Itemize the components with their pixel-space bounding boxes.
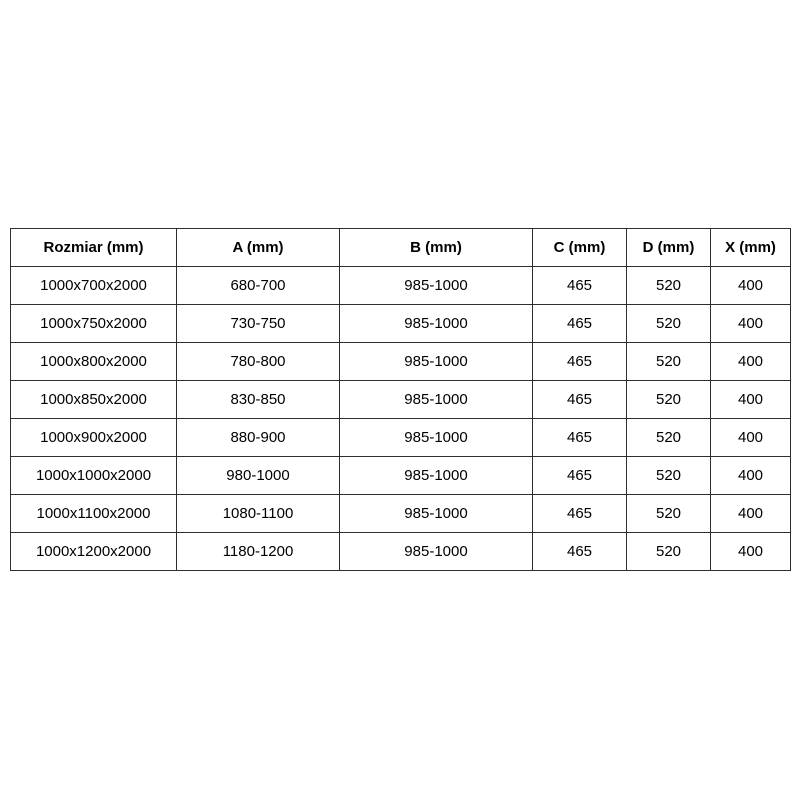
table-cell-c: 465 — [533, 533, 627, 571]
table-cell-b: 985-1000 — [340, 533, 533, 571]
table-cell-rozmiar: 1000x850x2000 — [11, 381, 177, 419]
table-cell-d: 520 — [627, 343, 711, 381]
table-cell-b: 985-1000 — [340, 495, 533, 533]
table-cell-b: 985-1000 — [340, 343, 533, 381]
table-cell-c: 465 — [533, 457, 627, 495]
table-cell-x: 400 — [711, 495, 791, 533]
column-header-rozmiar: Rozmiar (mm) — [11, 229, 177, 267]
table-cell-d: 520 — [627, 381, 711, 419]
table-cell-d: 520 — [627, 533, 711, 571]
table-cell-b: 985-1000 — [340, 267, 533, 305]
table-cell-c: 465 — [533, 381, 627, 419]
table-cell-rozmiar: 1000x800x2000 — [11, 343, 177, 381]
table-row — [11, 343, 791, 381]
table-header-row — [11, 229, 791, 267]
table-cell-b: 985-1000 — [340, 457, 533, 495]
table-row — [11, 457, 791, 495]
column-header-b: B (mm) — [340, 229, 533, 267]
table-cell-x: 400 — [711, 343, 791, 381]
shower-dimensions-table — [10, 228, 791, 571]
table-cell-rozmiar: 1000x1100x2000 — [11, 495, 177, 533]
table-cell-a: 780-800 — [177, 343, 340, 381]
column-header-d: D (mm) — [627, 229, 711, 267]
table-cell-a: 980-1000 — [177, 457, 340, 495]
table-cell-d: 520 — [627, 495, 711, 533]
table-cell-rozmiar: 1000x900x2000 — [11, 419, 177, 457]
table-cell-b: 985-1000 — [340, 305, 533, 343]
table-cell-c: 465 — [533, 495, 627, 533]
table-cell-a: 680-700 — [177, 267, 340, 305]
table-cell-x: 400 — [711, 305, 791, 343]
table-cell-c: 465 — [533, 419, 627, 457]
column-header-a: A (mm) — [177, 229, 340, 267]
table-cell-x: 400 — [711, 381, 791, 419]
table-cell-d: 520 — [627, 305, 711, 343]
table-cell-x: 400 — [711, 419, 791, 457]
table-cell-rozmiar: 1000x1200x2000 — [11, 533, 177, 571]
table-cell-rozmiar: 1000x700x2000 — [11, 267, 177, 305]
table-cell-c: 465 — [533, 267, 627, 305]
table-cell-a: 730-750 — [177, 305, 340, 343]
table-cell-d: 520 — [627, 419, 711, 457]
table-cell-rozmiar: 1000x750x2000 — [11, 305, 177, 343]
table-cell-x: 400 — [711, 533, 791, 571]
table-cell-b: 985-1000 — [340, 419, 533, 457]
table-row — [11, 533, 791, 571]
table-cell-x: 400 — [711, 457, 791, 495]
column-header-c: C (mm) — [533, 229, 627, 267]
table-cell-c: 465 — [533, 343, 627, 381]
table-cell-d: 520 — [627, 457, 711, 495]
table-row — [11, 419, 791, 457]
table-cell-a: 1080-1100 — [177, 495, 340, 533]
table-cell-d: 520 — [627, 267, 711, 305]
table-cell-c: 465 — [533, 305, 627, 343]
table-cell-a: 880-900 — [177, 419, 340, 457]
table-row — [11, 305, 791, 343]
table-cell-a: 830-850 — [177, 381, 340, 419]
table-row — [11, 495, 791, 533]
table-cell-rozmiar: 1000x1000x2000 — [11, 457, 177, 495]
table-cell-a: 1180-1200 — [177, 533, 340, 571]
table-row — [11, 381, 791, 419]
table-cell-x: 400 — [711, 267, 791, 305]
column-header-x: X (mm) — [711, 229, 791, 267]
table-cell-b: 985-1000 — [340, 381, 533, 419]
table-row — [11, 267, 791, 305]
